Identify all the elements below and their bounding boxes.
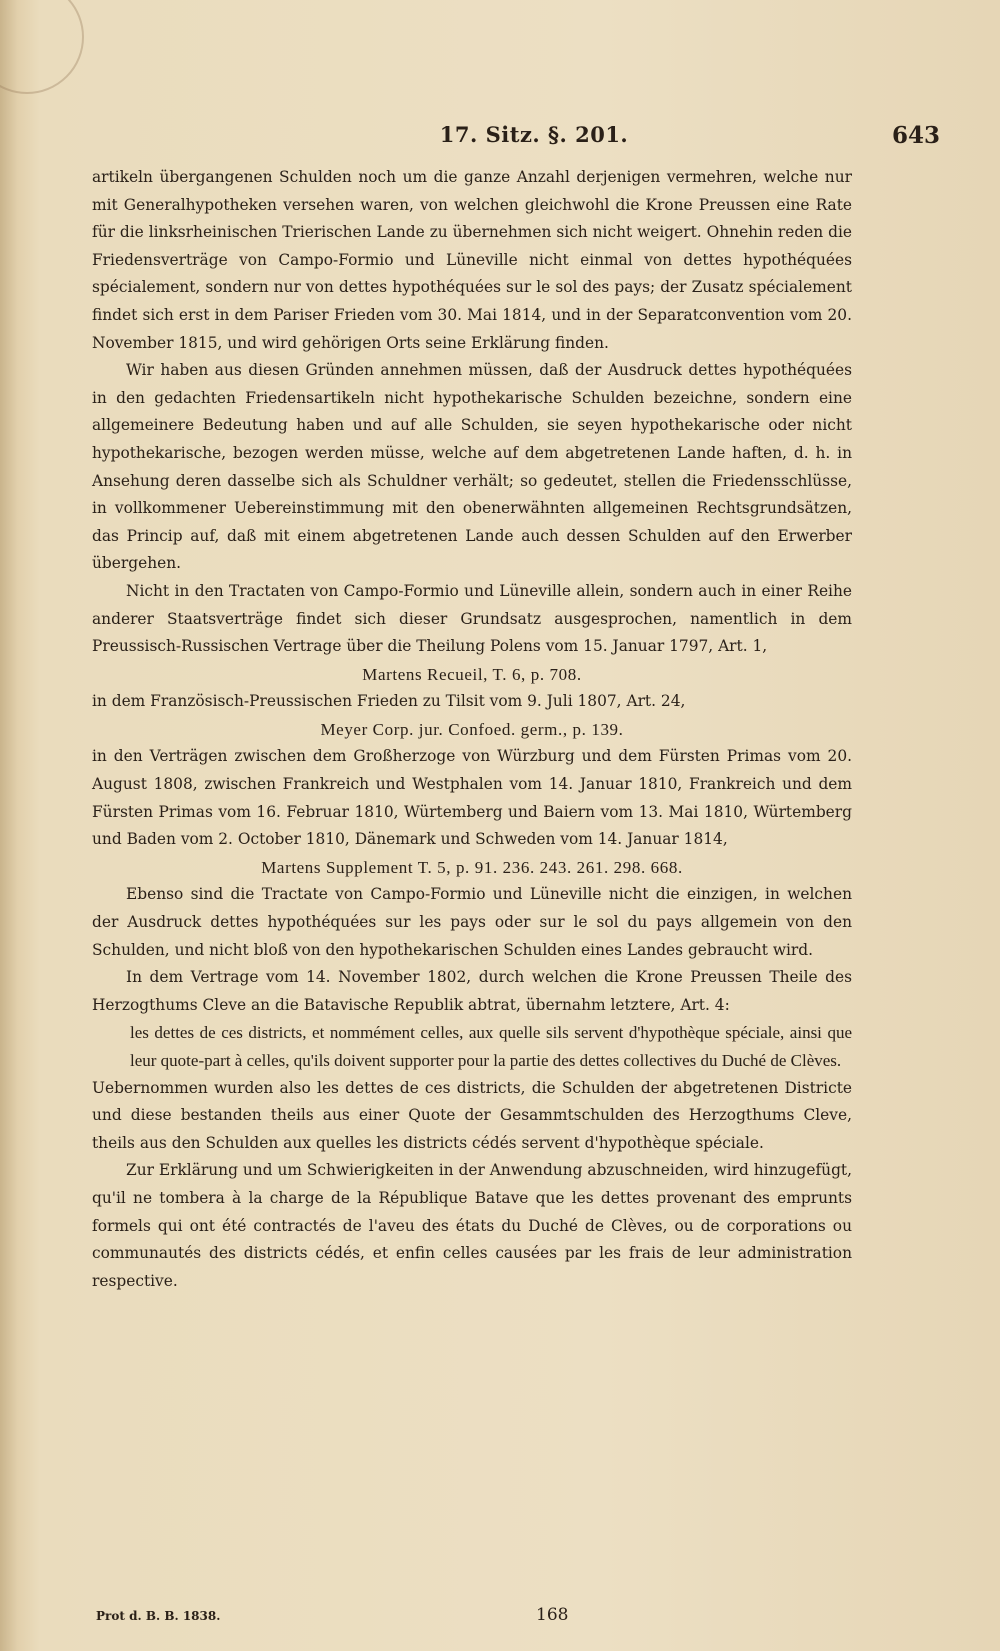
quote-french-article: les dettes de ces districts, et nommément celles, aux quelle sils servent d'hypothèque spéciale, ainsi que leur quote-part à celles, qu'ils doivent supporter pour la partie des dettes collectives du Duché de Clèves.: [130, 1023, 852, 1070]
paragraph-tilsit: in dem Französisch-Preussischen Frieden zu Tilsit vom 9. Juli 1807, Art. 24,: [92, 692, 686, 711]
paragraph-uebernommen: Uebernommen wurden also les dettes de ces districts, die Schulden der abgetretenen Districte und diese bestanden theils aus einer Quote der Gesammtschulden des Herzogthums Cleve, theils aus den Schulden aux quelles les districts cédés servent d'hypothèque spéciale.: [92, 1078, 852, 1152]
library-stamp: [0, 0, 84, 94]
paragraph-2: Wir haben aus diesen Gründen annehmen müssen, daß der Ausdruck dettes hypothéquées in den gedachten Friedensartikeln nicht hypothekarische Schulden bezeichne, sondern eine allgemeinere Bedeutung haben und auf alle Schulden, sie seyen hypothekarische oder nicht hypothekarische, bezogen werden müsse, welche auf dem abgetretenen Lande haften, d. h. in Ansehung deren dasselbe sich als Schuldner verhält; so gedeutet, stellen die Friedensschlüsse, in vollkommener Uebereinstimmung mit den obenerwähnten allgemeinen Rechtsgrundsätzen, das Princip auf, daß mit einem abgetretenen Lande auch dessen Schulden auf den Erwerber übergehen.: [92, 361, 852, 573]
running-header: [128, 122, 940, 158]
footer-protocol: Prot d. B. B. 1838.: [96, 1609, 221, 1623]
footer-signature: 168: [536, 1605, 569, 1625]
paragraph-vertrag-1802: In dem Vertrage vom 14. November 1802, durch welchen die Krone Preussen Theile des Herzogthums Cleve an die Batavische Republik abtrat, übernahm letztere, Art. 4:: [92, 968, 852, 1014]
citation-martens-supplement: Martens Supplement T. 5, p. 91. 236. 243. 261. 298. 668.: [261, 857, 683, 877]
paragraph-erklaerung: Zur Erklärung und um Schwierigkeiten in der Anwendung abzuschneiden, wird hinzugefügt, qu'il ne tombera à la charge de la République Batave que les dettes provenant des emprunts formels qui ont été contractés de l'aveu des états du Duché de Clèves, ou de corporations ou communautés des districts cédés, et enfin celles causées par les frais de leur administration respective.: [92, 1161, 852, 1290]
body-text: [92, 164, 852, 1295]
section-heading: 17. Sitz. §. 201.: [439, 122, 629, 147]
page-number: 643: [891, 122, 940, 149]
page-footer: [96, 1605, 856, 1629]
paragraph-1: artikeln übergangenen Schulden noch um die ganze Anzahl derjenigen vermehren, welche nur mit Generalhypotheken versehen waren, von welchen gleichwohl die Krone Preussen eine Rate für die linksrheinischen Trierischen Lande zu übernehmen sich nicht weigert. Ohnehin reden die Friedensverträge von Campo-Formio und Lüneville nicht einmal von dettes hypothéquées spécialement, sondern nur von dettes hypothéquées sur le sol des pays; der Zusatz spécialement findet sich erst in dem Pariser Frieden vom 30. Mai 1814, und in der Separatconvention vom 20. November 1815, und wird gehörigen Orts seine Erklärung finden.: [92, 168, 852, 352]
citation-meyer: Meyer Corp. jur. Confoed. germ., p. 139.: [320, 719, 624, 739]
paragraph-ebenso: Ebenso sind die Tractate von Campo-Formio und Lüneville nicht die einzigen, in welchen der Ausdruck dettes hypothéquées sur les pays oder sur le sol du pays allgemein von den Schulden, und nicht bloß von den hypothekarischen Schulden eines Landes gebraucht wird.: [92, 885, 852, 959]
paragraph-3: Nicht in den Tractaten von Campo-Formio und Lüneville allein, sondern auch in einer Reihe anderer Staatsverträge findet sich dieser Grundsatz ausgesprochen, namentlich in dem Preussisch-Russischen Vertrage über die Theilung Polens vom 15. Januar 1797, Art. 1,: [92, 581, 852, 656]
citation-martens-recueil: Martens Recueil, T. 6, p. 708.: [362, 664, 582, 684]
paragraph-treaties: in den Verträgen zwischen dem Großherzoge von Würzburg und dem Fürsten Primas vom 20. August 1808, zwischen Frankreich und Westphalen vom 14. Januar 1810, Frankreich und dem Fürsten Primas vom 16. Februar 1810, Würtemberg und Baiern vom 13. Mai 1810, Würtemberg und Baden vom 2. October 1810, Dänemark und Schweden vom 14. Januar 1814,: [92, 747, 852, 849]
